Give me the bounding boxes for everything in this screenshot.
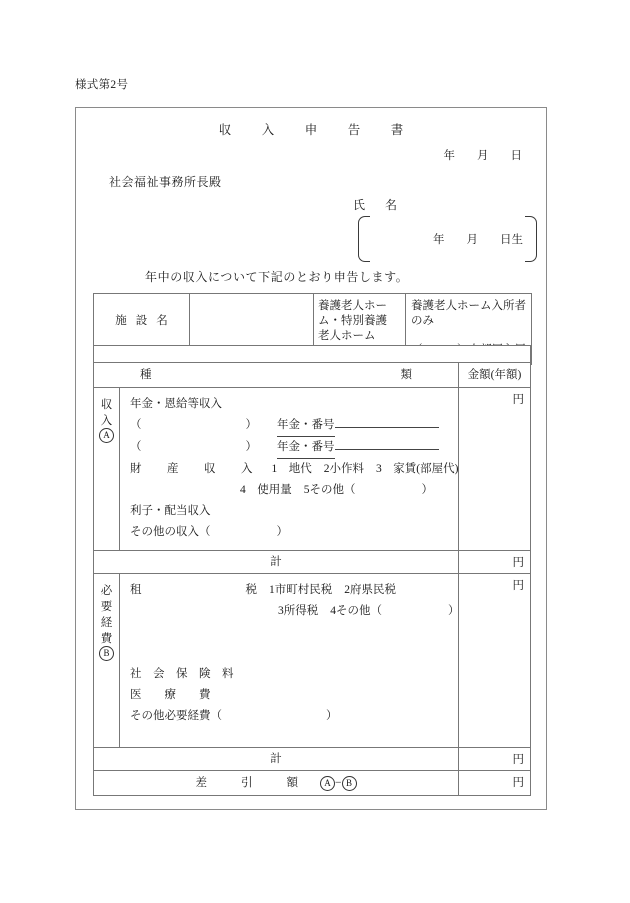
expense-kind-list — [120, 574, 459, 748]
other-income-close: ） — [276, 526, 288, 538]
expense-label-char-2: 要 — [100, 601, 113, 613]
property-option-5[interactable]: 5その他（ — [303, 484, 356, 496]
income-line-property — [130, 459, 458, 480]
expense-total-label: 計 — [94, 748, 459, 771]
expense-label-char-3: 経 — [100, 617, 113, 629]
income-total-amount[interactable]: 円 — [459, 551, 531, 574]
tax-label-1: 租 — [130, 584, 142, 596]
tax-option-4[interactable]: 4その他（ — [330, 605, 382, 617]
expense-line-other[interactable] — [130, 706, 458, 727]
pension-number-input-2[interactable] — [335, 449, 439, 450]
income-label-char-1: 収 — [100, 399, 113, 411]
income-expense-table — [93, 362, 531, 796]
paren-close-1: ） — [245, 419, 257, 431]
birth-day-label: 日生 — [500, 234, 523, 246]
addressee-line: 社会福祉事務所長殿 — [109, 175, 222, 189]
submission-date-line — [444, 147, 523, 163]
other-expense-label: その他必要経費（ — [130, 710, 222, 722]
property-option-5-close: ） — [421, 484, 433, 496]
income-line-interest: 利子・配当収入 — [130, 505, 211, 517]
income-line-pension: 年金・恩給等収入 — [130, 398, 222, 410]
form-number: 様式第2号 — [75, 79, 129, 91]
facility-name-label: 施設名 — [94, 294, 190, 365]
birth-month-label: 月 — [466, 234, 478, 246]
income-kind-list — [120, 388, 459, 551]
property-option-4[interactable]: 4 使用量 — [240, 484, 292, 496]
expense-line-tax — [130, 580, 458, 601]
property-option-2[interactable]: 2小作料 — [323, 463, 364, 475]
declaration-sentence: 年中の収入について下記のとおり申告します。 — [145, 270, 409, 284]
difference-char-1: 差 — [195, 777, 207, 789]
date-month-label: 月 — [477, 150, 489, 162]
pension-number-label-1: 年金・番号 — [277, 415, 335, 437]
expense-total-amount[interactable]: 円 — [459, 748, 531, 771]
expense-label-char-4: 費 — [100, 633, 113, 645]
income-total-row — [94, 551, 531, 574]
name-field-label: 氏 名 — [353, 198, 402, 212]
table-row — [94, 346, 531, 364]
income-total-label: 計 — [94, 551, 459, 574]
expense-mark-b-icon: B — [99, 646, 114, 661]
birthdate-line — [358, 231, 523, 247]
difference-char-3: 額 — [286, 777, 298, 789]
income-mark-a-icon: A — [99, 428, 114, 443]
facility-type-line3: 老人ホーム — [318, 330, 376, 342]
income-row — [94, 388, 531, 551]
difference-char-2: 引 — [241, 777, 253, 789]
difference-row — [94, 771, 531, 796]
expense-total-row — [94, 748, 531, 771]
tax-option-2[interactable]: 2府県民税 — [344, 584, 396, 596]
expense-row — [94, 574, 531, 748]
expense-label-char-1: 必 — [100, 585, 113, 597]
amount-column-header: 金額(年額) — [459, 363, 531, 388]
tax-option-3[interactable]: 3所得税 — [278, 605, 319, 617]
difference-amount[interactable]: 円 — [459, 771, 531, 796]
kind-header-right: 類 — [400, 369, 412, 381]
facility-type-line1: 養護老人ホー — [318, 300, 387, 312]
difference-label — [94, 771, 459, 796]
page-title: 収 入 申 告 書 — [218, 123, 413, 137]
property-income-label: 財 産 収 入 — [130, 463, 260, 475]
difference-minus-sign: − — [335, 777, 342, 789]
other-expense-close: ） — [326, 710, 338, 722]
form-outer-frame — [75, 107, 547, 810]
income-line-other[interactable] — [130, 522, 458, 543]
kind-header-left: 種 — [140, 369, 152, 381]
birthdate-bracket-box — [358, 216, 537, 262]
tax-label-2: 税 — [245, 584, 257, 596]
tax-option-4-close: ） — [448, 605, 460, 617]
difference-mark-b-icon: B — [342, 776, 357, 791]
paren-open-1: （ — [130, 419, 142, 431]
income-amount-cell[interactable]: 円 — [459, 388, 531, 551]
paren-close-2: ） — [245, 441, 257, 453]
income-line-property-cont — [130, 480, 458, 501]
kind-column-header — [94, 363, 459, 388]
expense-line-social-insurance: 社 会 保 険 料 — [130, 668, 234, 680]
date-year-label: 年 — [443, 150, 455, 162]
spacer-cell — [94, 346, 531, 364]
pension-number-input-1[interactable] — [335, 427, 439, 428]
tax-option-1[interactable]: 1市町村民税 — [269, 584, 333, 596]
resident-only-line1: 養護老人ホーム入所者のみ — [411, 300, 526, 327]
expense-line-medical: 医 療 費 — [130, 689, 211, 701]
property-option-3[interactable]: 3 家賃(部屋代) — [376, 463, 459, 475]
income-side-label — [94, 388, 120, 551]
income-line-pension-no-2[interactable] — [130, 437, 458, 459]
income-line-pension-no-1[interactable] — [130, 415, 458, 437]
paren-open-2: （ — [130, 441, 142, 453]
pension-number-label-2: 年金・番号 — [277, 437, 335, 459]
facility-type-line2: ム・特別養護 — [318, 315, 387, 327]
date-day-label: 日 — [510, 150, 522, 162]
expense-amount-cell[interactable]: 円 — [459, 574, 531, 748]
difference-mark-a-icon: A — [320, 776, 335, 791]
birth-year-label: 年 — [433, 234, 445, 246]
expense-line-tax-cont — [130, 601, 458, 622]
other-income-label: その他の収入（ — [130, 526, 211, 538]
property-option-1[interactable]: 1 地代 — [271, 463, 312, 475]
table-header-row — [94, 363, 531, 388]
expense-side-label — [94, 574, 120, 748]
right-bracket-icon — [525, 216, 537, 262]
income-label-char-2: 入 — [100, 415, 113, 427]
